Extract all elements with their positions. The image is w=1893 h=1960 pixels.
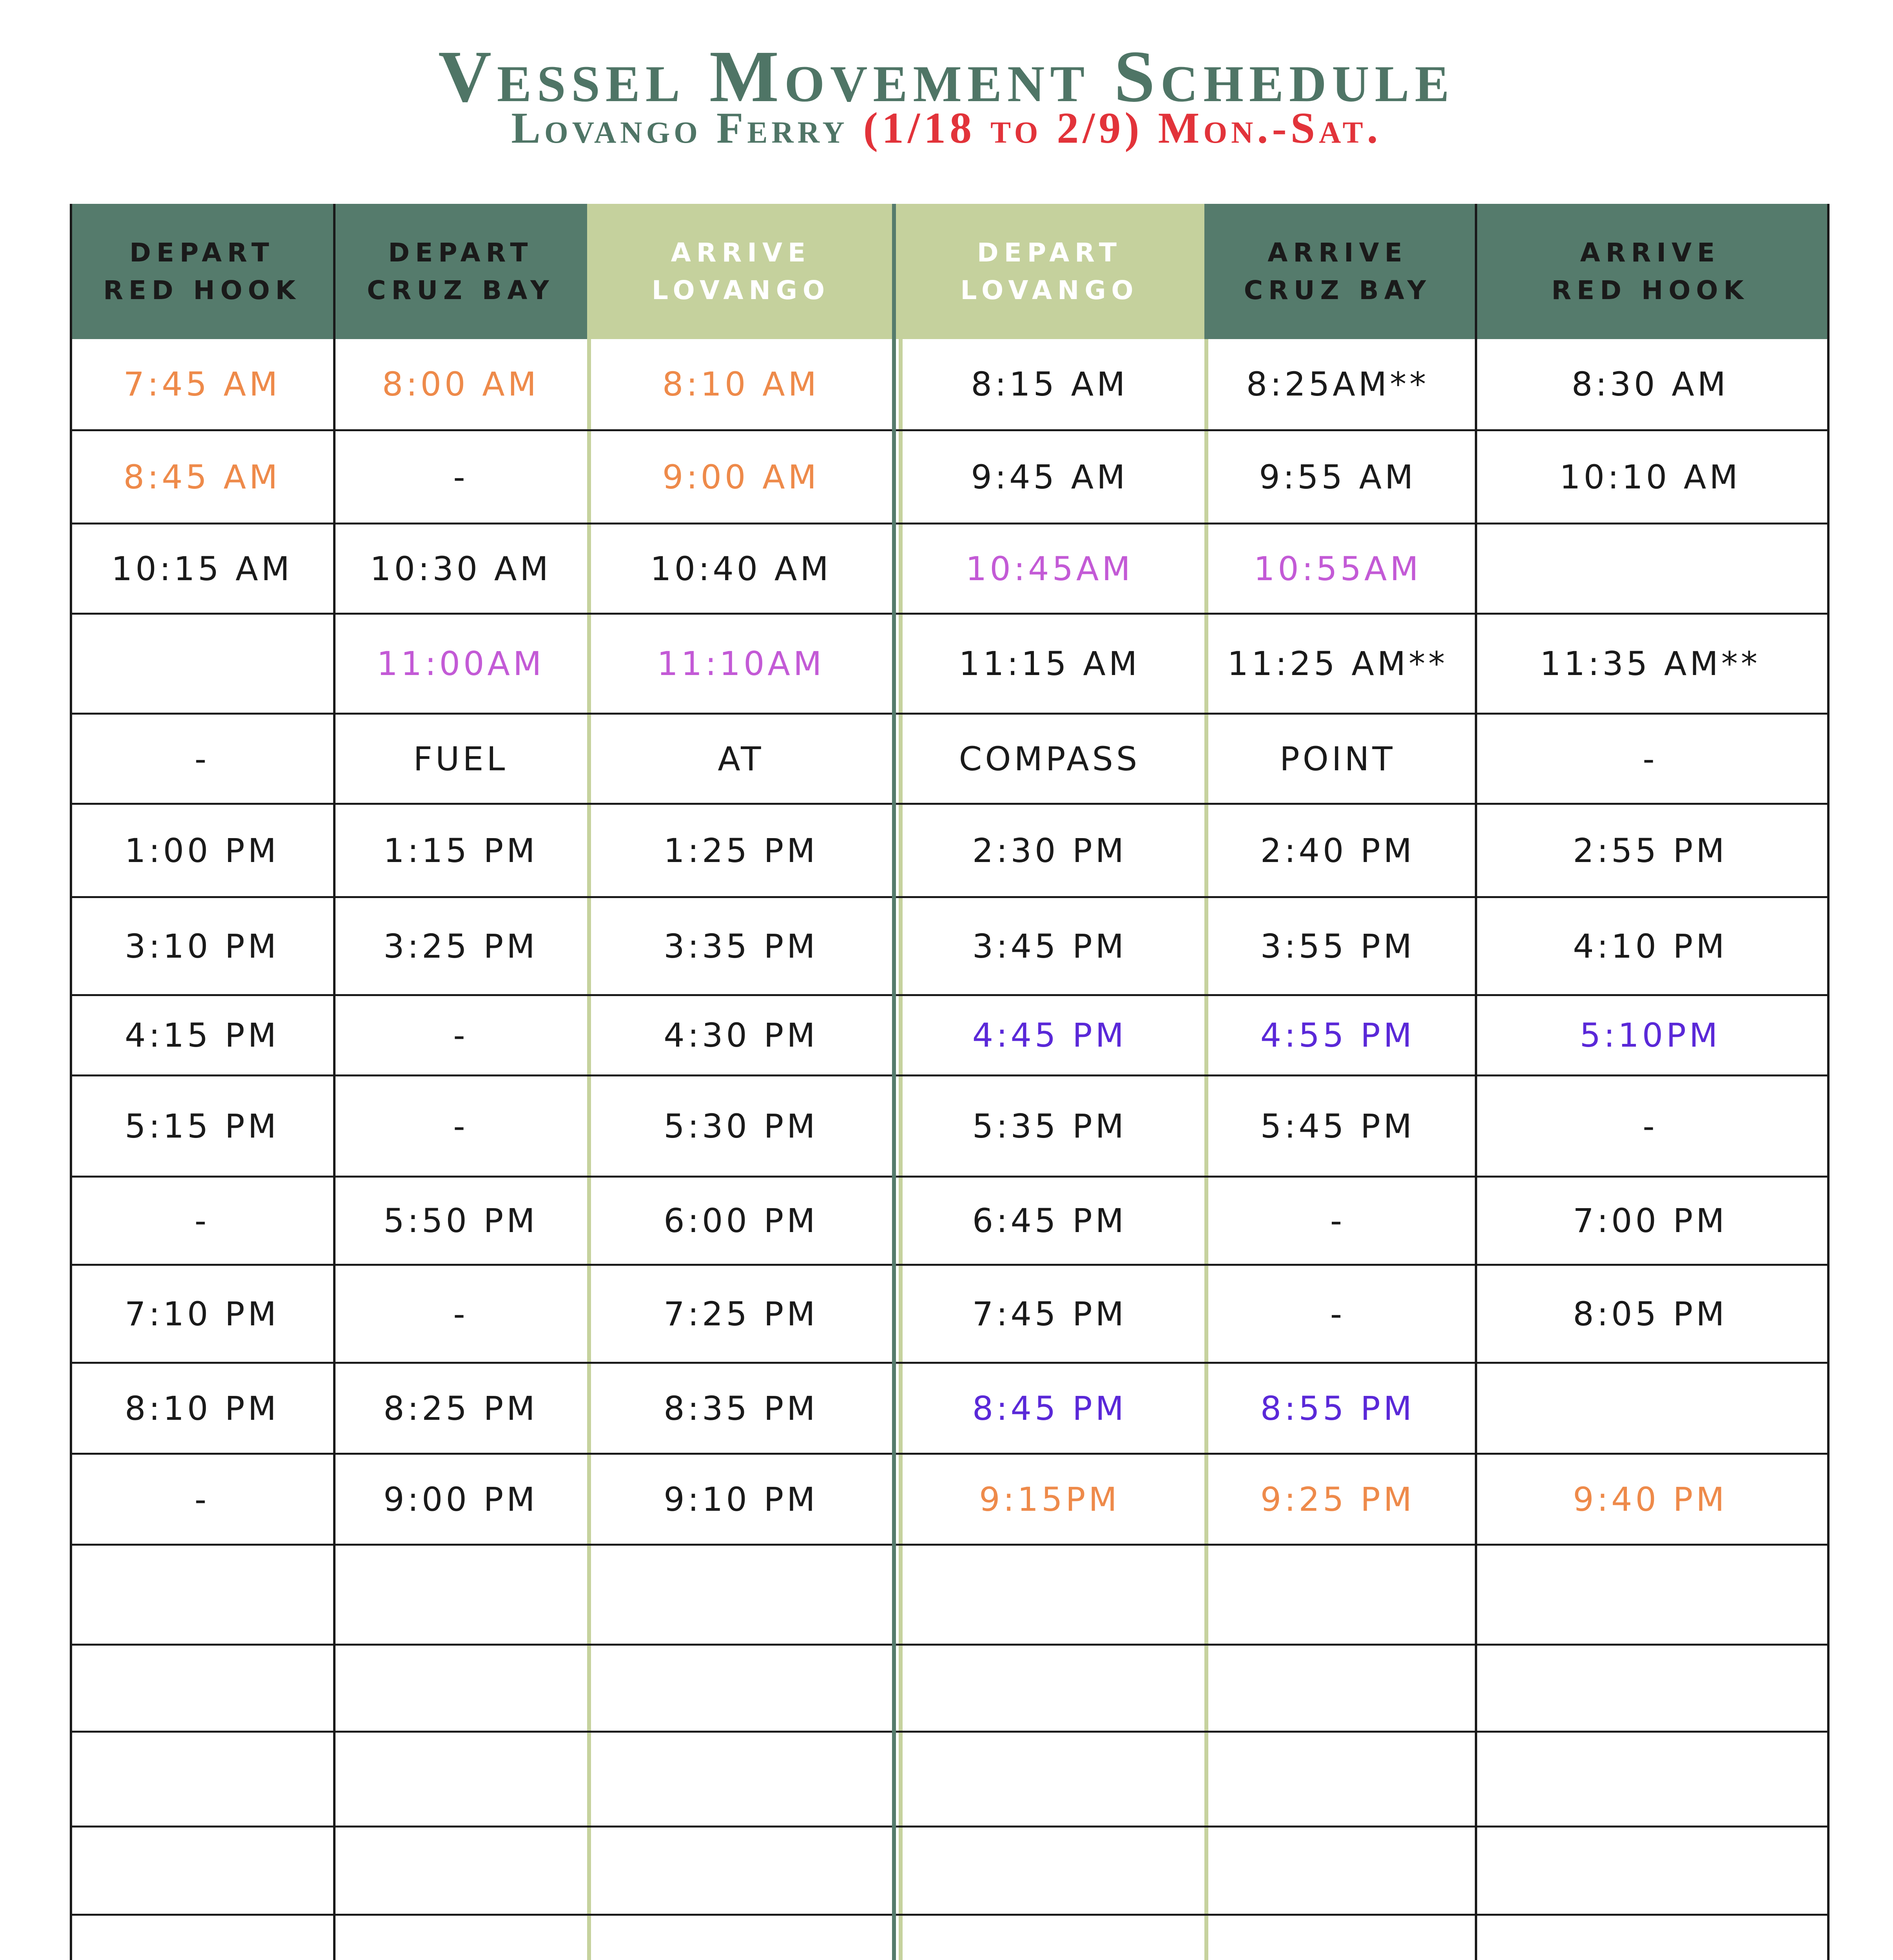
cell-text: 4:10 PM bbox=[1573, 927, 1728, 965]
table-cell bbox=[334, 339, 587, 429]
cell-text: 3:10 PM bbox=[125, 927, 279, 965]
cell-text: - bbox=[453, 457, 468, 496]
table-cell bbox=[334, 1178, 587, 1264]
cell-text: 3:25 PM bbox=[383, 927, 538, 965]
table-cell bbox=[1471, 615, 1830, 713]
cell-text: 10:15 AM bbox=[111, 549, 293, 588]
table-cell bbox=[1471, 898, 1830, 994]
table-cell bbox=[1204, 1076, 1471, 1176]
table-cell bbox=[587, 339, 895, 429]
table-cell bbox=[1204, 1266, 1471, 1362]
column-divider bbox=[1475, 204, 1477, 1960]
cell-text: 1:00 PM bbox=[125, 831, 279, 870]
table-cell bbox=[70, 1455, 334, 1544]
table-cell bbox=[70, 805, 334, 896]
cell-text: 8:25 PM bbox=[383, 1389, 538, 1428]
cell-text: - bbox=[1330, 1201, 1345, 1240]
cell-text: 5:50 PM bbox=[383, 1201, 538, 1240]
table-cell bbox=[587, 1178, 895, 1264]
route-name: Lovango Ferry bbox=[511, 104, 849, 152]
column-header-depart-red-hook: DEPART RED HOOK bbox=[70, 204, 334, 339]
table-cell bbox=[587, 1546, 895, 1644]
column-header-depart-lovango: DEPART LOVANGO bbox=[895, 204, 1204, 339]
table-cell bbox=[70, 715, 334, 803]
cell-text: 9:10 PM bbox=[664, 1480, 818, 1519]
table-cell bbox=[895, 1546, 1204, 1644]
date-range: (1/18 to 2/9) bbox=[863, 104, 1143, 152]
table-cell bbox=[1471, 1828, 1830, 1914]
cell-text: 8:05 PM bbox=[1573, 1294, 1728, 1333]
cell-text: 1:15 PM bbox=[383, 831, 538, 870]
table-cell bbox=[1471, 431, 1830, 523]
table-cell bbox=[70, 1364, 334, 1453]
table-cell bbox=[1471, 805, 1830, 896]
table-cell bbox=[587, 996, 895, 1074]
table-cell bbox=[587, 805, 895, 896]
table-cell bbox=[334, 615, 587, 713]
cell-text: - bbox=[453, 1107, 468, 1145]
table-cell bbox=[587, 615, 895, 713]
table-cell bbox=[1471, 524, 1830, 613]
cell-text: 8:00 AM bbox=[382, 365, 540, 403]
cell-text: 5:35 PM bbox=[972, 1107, 1127, 1145]
cell-text: - bbox=[1330, 1294, 1345, 1333]
cell-text: 9:40 PM bbox=[1573, 1480, 1728, 1519]
table-cell bbox=[1204, 1455, 1471, 1544]
cell-text: 2:55 PM bbox=[1573, 831, 1728, 870]
table-cell bbox=[334, 1076, 587, 1176]
table-cell bbox=[895, 1364, 1204, 1453]
table-cell bbox=[1471, 1178, 1830, 1264]
cell-text: 9:55 AM bbox=[1259, 457, 1416, 496]
table-cell bbox=[587, 431, 895, 523]
page-subtitle bbox=[0, 103, 1893, 154]
cell-text: 8:15 AM bbox=[971, 365, 1128, 403]
table-cell bbox=[334, 1646, 587, 1731]
cell-text: 11:25 AM** bbox=[1227, 644, 1448, 683]
table-cell bbox=[895, 1455, 1204, 1544]
table-cell bbox=[70, 615, 334, 713]
column-header-arrive-lovango: ARRIVE LOVANGO bbox=[587, 204, 895, 339]
table-cell bbox=[895, 1828, 1204, 1914]
column-header-arrive-cruz-bay: ARRIVE CRUZ BAY bbox=[1204, 204, 1471, 339]
table-cell bbox=[1204, 1733, 1471, 1826]
table-cell bbox=[1471, 1266, 1830, 1362]
table-cell bbox=[334, 1266, 587, 1362]
cell-text: 7:00 PM bbox=[1573, 1201, 1728, 1240]
cell-text: 7:25 PM bbox=[664, 1294, 818, 1333]
cell-text: COMPASS bbox=[959, 739, 1141, 778]
table-cell bbox=[70, 1828, 334, 1914]
cell-text: 8:45 PM bbox=[972, 1389, 1127, 1428]
cell-text: 2:40 PM bbox=[1260, 831, 1415, 870]
cell-text: 7:10 PM bbox=[125, 1294, 279, 1333]
table-cell bbox=[587, 524, 895, 613]
table-cell bbox=[1204, 339, 1471, 429]
cell-text: 10:30 AM bbox=[370, 549, 551, 588]
table-cell bbox=[334, 898, 587, 994]
cell-text: 5:15 PM bbox=[125, 1107, 279, 1145]
table-cell bbox=[895, 715, 1204, 803]
table-cell bbox=[334, 524, 587, 613]
table-cell bbox=[895, 898, 1204, 994]
cell-text: 7:45 PM bbox=[972, 1294, 1127, 1333]
cell-text: 6:45 PM bbox=[972, 1201, 1127, 1240]
cell-text: 4:45 PM bbox=[972, 1016, 1127, 1054]
table-cell bbox=[1204, 1828, 1471, 1914]
cell-text: 9:00 AM bbox=[662, 457, 820, 496]
table-cell bbox=[1204, 524, 1471, 613]
table-cell bbox=[334, 1364, 587, 1453]
cell-text: 1:25 PM bbox=[664, 831, 818, 870]
table-cell bbox=[334, 1733, 587, 1826]
table-cell bbox=[1471, 996, 1830, 1074]
table-cell bbox=[334, 1828, 587, 1914]
cell-text: - bbox=[194, 1480, 210, 1519]
table-cell bbox=[1471, 1546, 1830, 1644]
table-cell bbox=[587, 1733, 895, 1826]
cell-text: 4:30 PM bbox=[664, 1016, 818, 1054]
table-cell bbox=[334, 805, 587, 896]
cell-text: 9:25 PM bbox=[1260, 1480, 1415, 1519]
cell-text: - bbox=[1643, 739, 1658, 778]
table-cell bbox=[70, 1646, 334, 1731]
table-cell bbox=[895, 1733, 1204, 1826]
cell-text: 11:35 AM** bbox=[1540, 644, 1761, 683]
table-cell bbox=[1471, 1364, 1830, 1453]
cell-text: 8:45 AM bbox=[123, 457, 281, 496]
table-cell bbox=[70, 1546, 334, 1644]
cell-text: 10:10 AM bbox=[1559, 457, 1741, 496]
table-cell bbox=[895, 615, 1204, 713]
cell-text: 8:35 PM bbox=[664, 1389, 818, 1428]
cell-text: 10:40 AM bbox=[650, 549, 832, 588]
column-divider bbox=[333, 204, 335, 1960]
cell-text: 3:35 PM bbox=[664, 927, 818, 965]
cell-text: - bbox=[1643, 1107, 1658, 1145]
table-cell bbox=[334, 996, 587, 1074]
table-cell bbox=[587, 1455, 895, 1544]
cell-text: 8:10 PM bbox=[125, 1389, 279, 1428]
table-cell bbox=[895, 1646, 1204, 1731]
cell-text: 8:55 PM bbox=[1260, 1389, 1415, 1428]
table-cell bbox=[1204, 615, 1471, 713]
page-title: Vessel Movement Schedule bbox=[438, 35, 1455, 117]
table-cell bbox=[1471, 339, 1830, 429]
cell-text: 9:45 AM bbox=[971, 457, 1128, 496]
cell-text: 3:45 PM bbox=[972, 927, 1127, 965]
table-cell bbox=[1204, 715, 1471, 803]
cell-text: 5:30 PM bbox=[664, 1107, 818, 1145]
cell-text: 9:15PM bbox=[979, 1480, 1120, 1519]
table-cell bbox=[70, 1178, 334, 1264]
column-divider bbox=[892, 204, 896, 1960]
table-cell bbox=[70, 339, 334, 429]
cell-text: FUEL bbox=[413, 739, 508, 778]
cell-text: - bbox=[194, 739, 210, 778]
table-cell bbox=[70, 1733, 334, 1826]
table-cell bbox=[334, 1916, 587, 1960]
cell-text: POINT bbox=[1280, 739, 1396, 778]
table-cell bbox=[587, 1364, 895, 1453]
table-cell bbox=[70, 898, 334, 994]
table-cell bbox=[1204, 805, 1471, 896]
table-cell bbox=[895, 1266, 1204, 1362]
table-cell bbox=[1204, 431, 1471, 523]
table-cell bbox=[70, 431, 334, 523]
cell-text: 8:10 AM bbox=[662, 365, 820, 403]
cell-text: 9:00 PM bbox=[383, 1480, 538, 1519]
service-days: Mon.-Sat. bbox=[1158, 104, 1382, 152]
table-cell bbox=[1204, 1546, 1471, 1644]
cell-text: 8:30 AM bbox=[1571, 365, 1729, 403]
cell-text: 10:55AM bbox=[1253, 549, 1422, 588]
column-header-arrive-red-hook: ARRIVE RED HOOK bbox=[1471, 204, 1830, 339]
cell-text: 4:15 PM bbox=[125, 1016, 279, 1054]
table-cell bbox=[1471, 1916, 1830, 1960]
table-cell bbox=[1204, 898, 1471, 994]
table-cell bbox=[70, 996, 334, 1074]
table-cell bbox=[587, 1916, 895, 1960]
table-cell bbox=[587, 1266, 895, 1362]
cell-text: 3:55 PM bbox=[1260, 927, 1415, 965]
table-cell bbox=[1204, 1364, 1471, 1453]
table-cell bbox=[895, 524, 1204, 613]
table-cell bbox=[334, 715, 587, 803]
table-cell bbox=[70, 1266, 334, 1362]
cell-text: 4:55 PM bbox=[1260, 1016, 1415, 1054]
cell-text: 11:10AM bbox=[657, 644, 825, 683]
table-cell bbox=[1204, 1916, 1471, 1960]
table-cell bbox=[334, 1455, 587, 1544]
table-cell bbox=[1471, 1733, 1830, 1826]
table-cell bbox=[895, 1076, 1204, 1176]
table-cell bbox=[587, 1076, 895, 1176]
table-cell bbox=[895, 431, 1204, 523]
table-cell bbox=[587, 898, 895, 994]
cell-text: 10:45AM bbox=[965, 549, 1133, 588]
table-cell bbox=[587, 1646, 895, 1731]
cell-text: 6:00 PM bbox=[664, 1201, 818, 1240]
table-cell bbox=[1471, 715, 1830, 803]
table-cell bbox=[587, 1828, 895, 1914]
cell-text: - bbox=[453, 1294, 468, 1333]
table-cell bbox=[70, 524, 334, 613]
column-header-depart-cruz-bay: DEPART CRUZ BAY bbox=[334, 204, 587, 339]
cell-text: 2:30 PM bbox=[972, 831, 1127, 870]
table-cell bbox=[1204, 1178, 1471, 1264]
cell-text: - bbox=[194, 1201, 210, 1240]
schedule-table bbox=[70, 204, 1830, 1960]
table-cell bbox=[334, 431, 587, 523]
cell-text: 11:15 AM bbox=[959, 644, 1141, 683]
table-cell bbox=[1471, 1076, 1830, 1176]
table-cell bbox=[895, 1916, 1204, 1960]
table-cell bbox=[895, 1178, 1204, 1264]
table-cell bbox=[587, 715, 895, 803]
cell-text: 11:00AM bbox=[377, 644, 545, 683]
cell-text: - bbox=[453, 1016, 468, 1054]
table-cell bbox=[70, 1916, 334, 1960]
table-cell bbox=[70, 1076, 334, 1176]
table-cell bbox=[334, 1546, 587, 1644]
cell-text: 5:45 PM bbox=[1260, 1107, 1415, 1145]
table-cell bbox=[895, 996, 1204, 1074]
cell-text: 5:10PM bbox=[1579, 1016, 1721, 1054]
table-cell bbox=[1204, 996, 1471, 1074]
cell-text: 7:45 AM bbox=[123, 365, 281, 403]
table-cell bbox=[895, 339, 1204, 429]
cell-text: AT bbox=[718, 739, 764, 778]
table-cell bbox=[1471, 1455, 1830, 1544]
table-cell bbox=[1204, 1646, 1471, 1731]
table-cell bbox=[895, 805, 1204, 896]
table-cell bbox=[1471, 1646, 1830, 1731]
cell-text: 8:25AM** bbox=[1246, 365, 1429, 403]
